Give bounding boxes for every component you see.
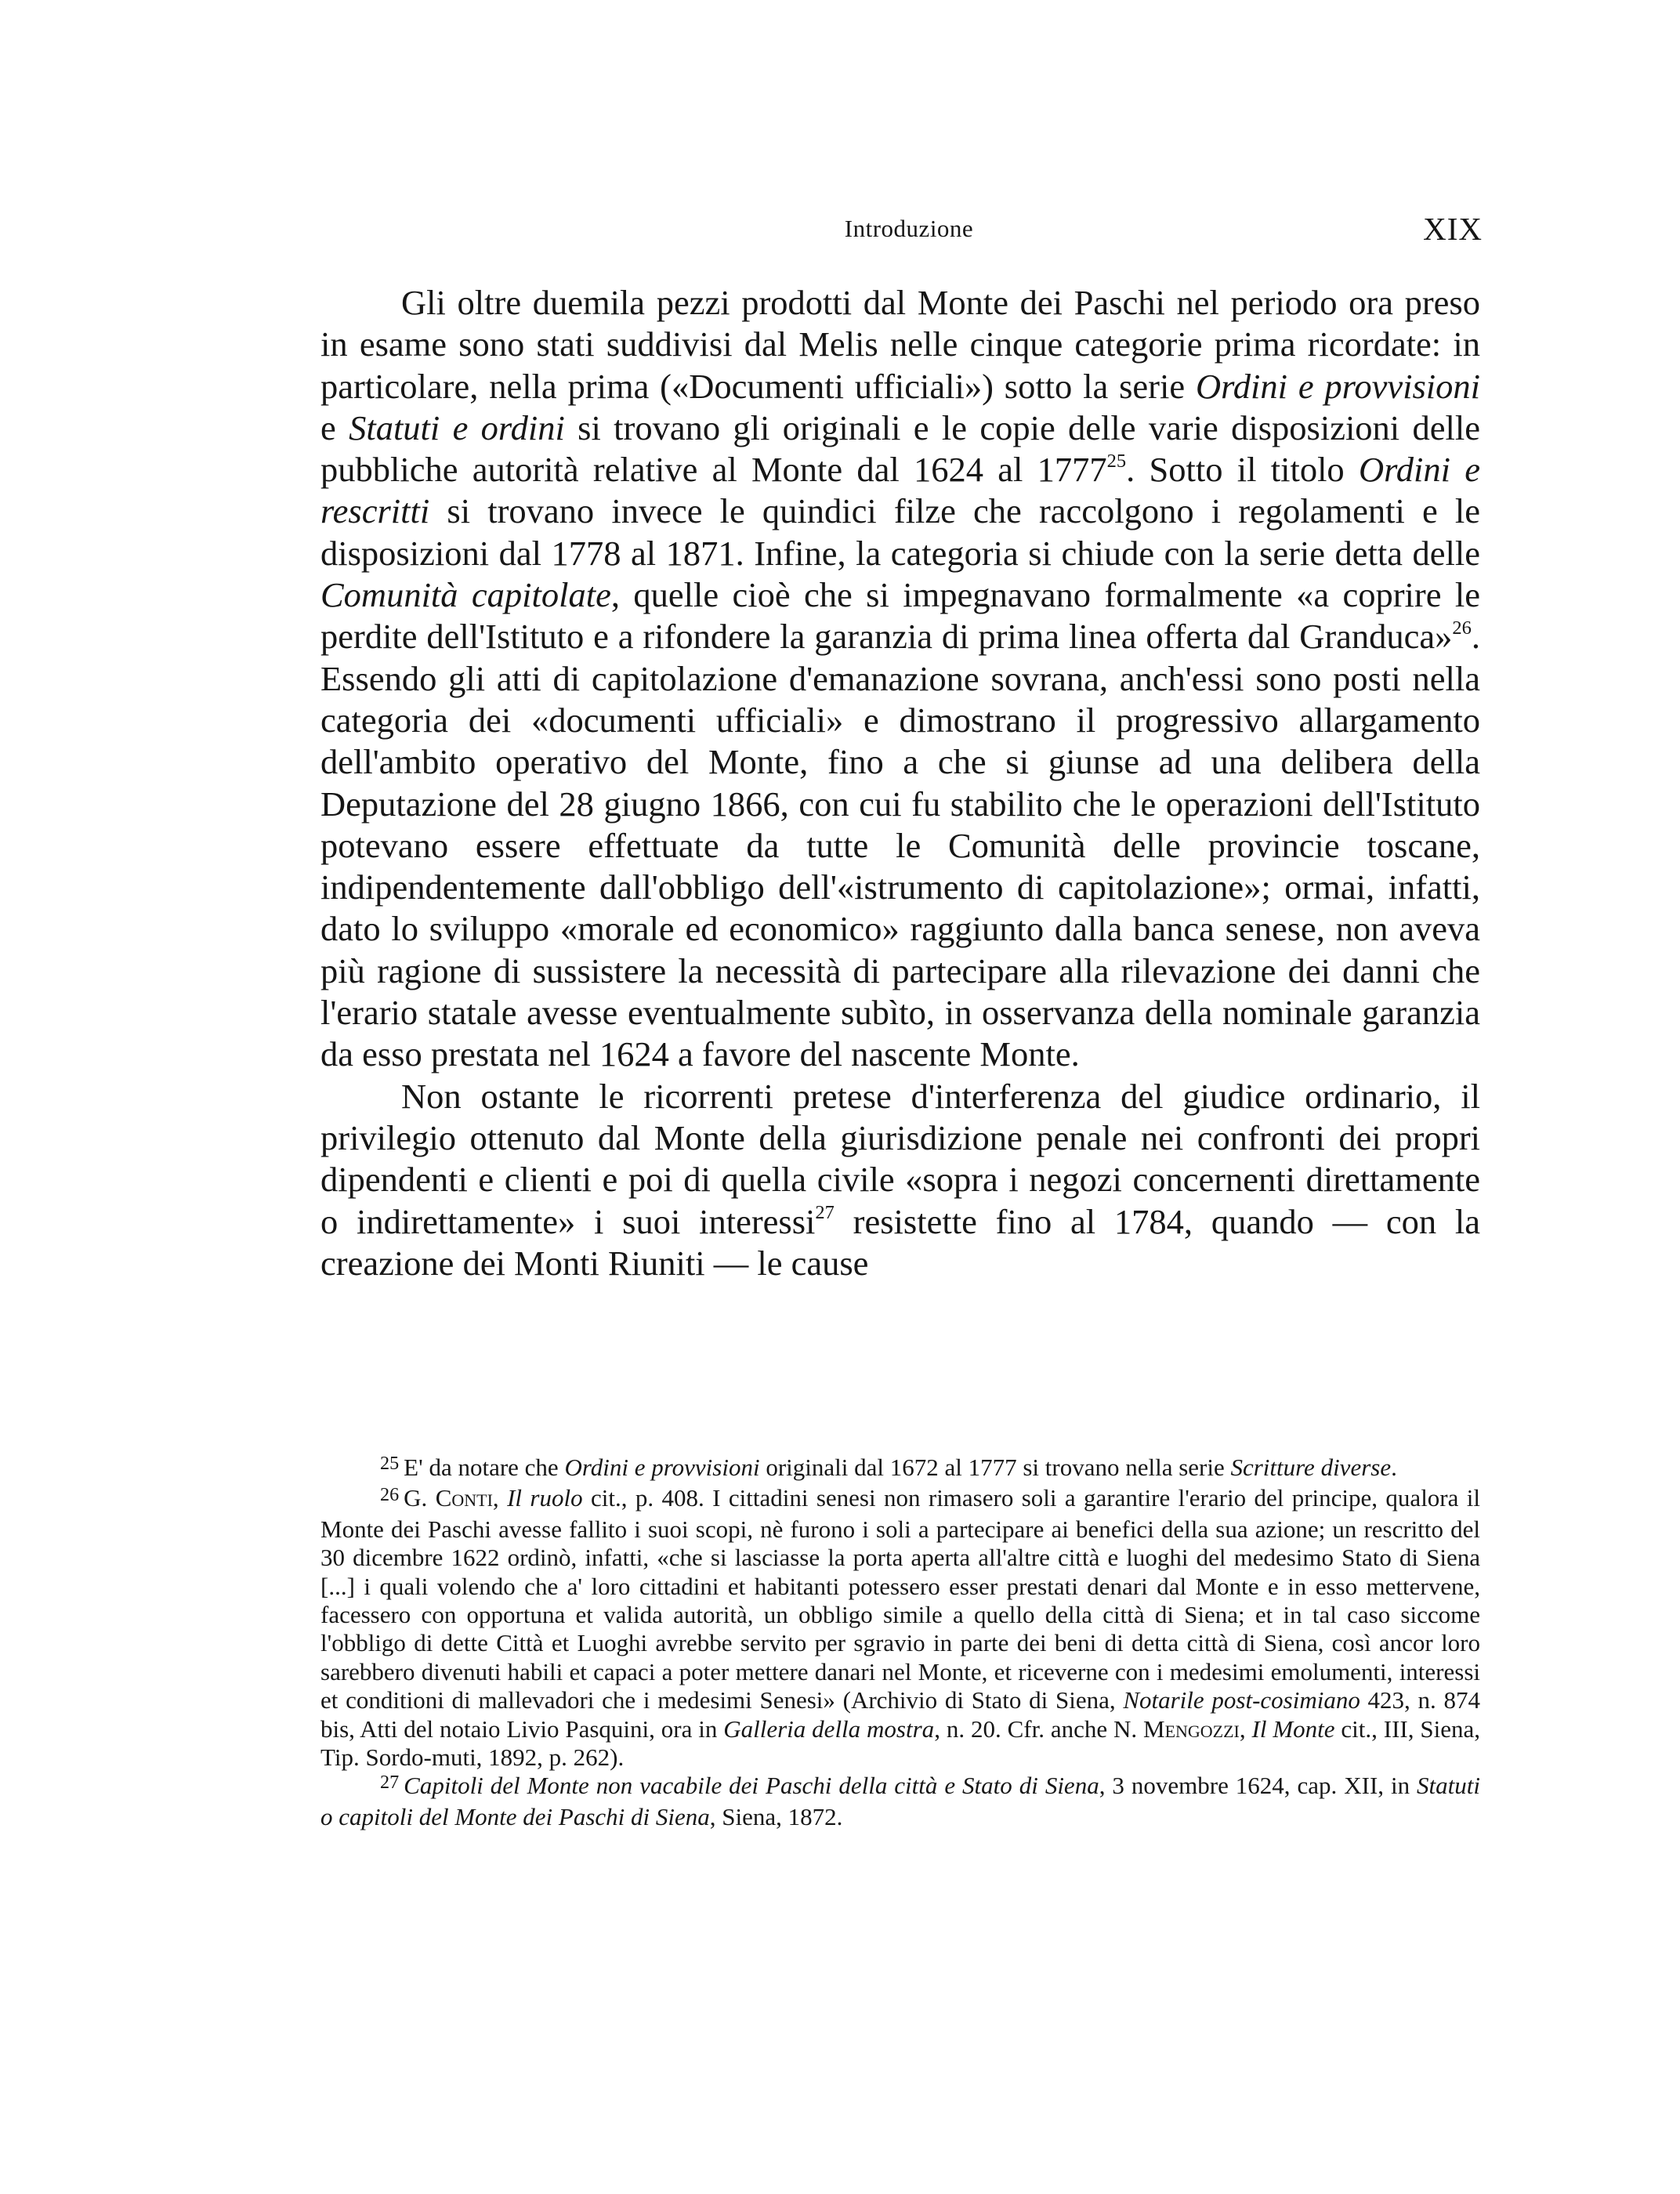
footnote-25 [320, 1454, 1480, 1484]
text-run: , [492, 1484, 508, 1512]
italic-title: Capitoli del Monte non vacabile dei Paschi della città e Stato di Siena [404, 1772, 1099, 1800]
text-run: cit., III, Siena, Tip. Sordo-muti, 1892, p. 262). [320, 1714, 1481, 1772]
text-run: . [1391, 1454, 1397, 1481]
text-run: . Sotto il titolo [1126, 450, 1359, 490]
italic-title: Comunità capitolate [320, 575, 611, 615]
text-run: Gli oltre duemila pezzi prodotti dal Monte dei Paschi nel periodo ora preso in esame sono stati suddivisi dal Melis nelle cinque categorie prima ricordate: in particolare, nella prima («Documenti ufficiali») sotto la serie [320, 283, 1480, 406]
text-run: , [1239, 1714, 1252, 1743]
text-run: Non ostante le ricorrenti pretese d'interferenza del giudice ordinario, il privilegio ottenuto dal Monte della giurisdizione penale nei confronti dei propri dipendenti e clienti e poi di quella civile «sopra i negozi concernenti direttamente o indirettamente» i suoi interessi [320, 1076, 1480, 1241]
text-run: , quelle cioè che si impegnavano formalmente «a coprire le perdite dell'Istituto e a rifondere la garanzia di prima linea offerta dal Granduca» [320, 575, 1480, 657]
italic-title: Ordini e provvisioni [564, 1454, 760, 1481]
italic-title: Il Monte [1251, 1714, 1335, 1743]
running-title: Introduzione [844, 215, 974, 242]
text-run: E' da notare che [404, 1454, 565, 1481]
italic-title: Galleria della mostra [723, 1714, 935, 1743]
text-run: resistette fino al 1784, quando — con la creazione dei Monti Riuniti — le cause [320, 1201, 1480, 1283]
text-run: cit., p. 408. I cittadini senesi non rimasero soli a garantire l'erario del principe, qualora il Monte dei Paschi avesse fallito i suoi scopi, nè furono i soli a partecipare ai benefici della sua azione; un rescritto del 30 dicembre 1622 ordinò, infatti, «che si lasciasse la porta aperta all'altre città e luoghi del medesimo Stato di Siena [...] i quali volendo che a' loro cittadini et habitanti potessero esser prestati denari dal Monte e in esso mettervene, facessero con opportuna et valida autorità, un obbligo simile a quello della città di Siena; et in tal caso siccome l'obbligo di dette Città et Luoghi avrebbe servito per sgravio in parte dei beni di detta città di Siena, così ancor loro sarebbero divenuti habili et capaci a poter mettere danari nel Monte, et riceverne con i medesimi emolumenti, interessi et conditioni di mallevadori che i medesimi Senesi» (Archivio di Stato di Siena, [320, 1484, 1481, 1714]
author-name: G. Conti [404, 1484, 493, 1512]
text-run: e [320, 407, 349, 447]
footnote-number: 26 [380, 1483, 400, 1505]
footnote-ref: 26 [1452, 617, 1472, 639]
italic-title: Statuti o capitoli del Monte dei Paschi di Siena [320, 1772, 1480, 1830]
italic-title: Scritture diverse [1230, 1454, 1392, 1481]
footnote-ref: 27 [815, 1202, 835, 1224]
page-number: XIX [1423, 211, 1483, 247]
running-header [313, 210, 1504, 249]
footnotes [320, 1454, 1480, 1831]
italic-title: Ordini e rescritti [320, 450, 1480, 531]
text-run: , Siena, 1872. [709, 1802, 843, 1830]
footnote-ref: 25 [1106, 450, 1127, 472]
paragraph [320, 282, 1480, 1076]
author-name: N. Mengozzi [1113, 1714, 1240, 1743]
text-run: 423, n. 874 bis, Atti del notaio Livio Pasquini, ora in [320, 1686, 1480, 1743]
text-run: si trovano invece le quindici filze che raccolgono i regolamenti e le disposizioni dal 1778 al 1871. Infine, la categoria si chiude con la serie detta delle [320, 491, 1480, 573]
main-text [320, 282, 1480, 1284]
italic-title: Ordini e provvisioni [1195, 366, 1480, 406]
paragraph [320, 1076, 1480, 1284]
footnote-number: 27 [380, 1771, 400, 1793]
text-run: , n. 20. Cfr. anche [934, 1714, 1113, 1743]
italic-title: Il ruolo [507, 1484, 583, 1512]
italic-title: Notarile post-cosimiano [1123, 1686, 1360, 1714]
footnote-27 [320, 1772, 1480, 1831]
text-run: originali dal 1672 al 1777 si trovano nella serie [759, 1454, 1231, 1481]
italic-title: Statuti e ordini [349, 407, 565, 447]
footnote-number: 25 [380, 1453, 400, 1475]
footnote-26 [320, 1484, 1480, 1772]
text-run: , 3 novembre 1624, cap. XII, in [1099, 1772, 1418, 1800]
text-run: . Essendo gli atti di capitolazione d'emanazione sovrana, anch'essi sono posti nella categoria dei «documenti ufficiali» e dimostrano il progressivo allargamento dell'ambito operativo del Monte, fino a che si giunse ad una delibera della Deputazione del 28 giugno 1866, con cui fu stabilito che le operazioni dell'Istituto potevano essere effettuate da tutte le Comunità delle provincie toscane, indipendentemente dall'obbligo dell'«istrumento di capitolazione»; ormai, infatti, dato lo sviluppo «morale ed economico» raggiunto dalla banca senese, non aveva più ragione di sussistere la necessità di partecipare alla rilevazione dei danni che l'erario statale avesse eventualmente subìto, in osservanza della nominale garanzia da esso prestata nel 1624 a favore del nascente Monte. [320, 617, 1480, 1074]
text-run: si trovano gli originali e le copie delle varie disposizioni delle pubbliche autorità relative al Monte dal 1624 al 1777 [320, 407, 1480, 490]
